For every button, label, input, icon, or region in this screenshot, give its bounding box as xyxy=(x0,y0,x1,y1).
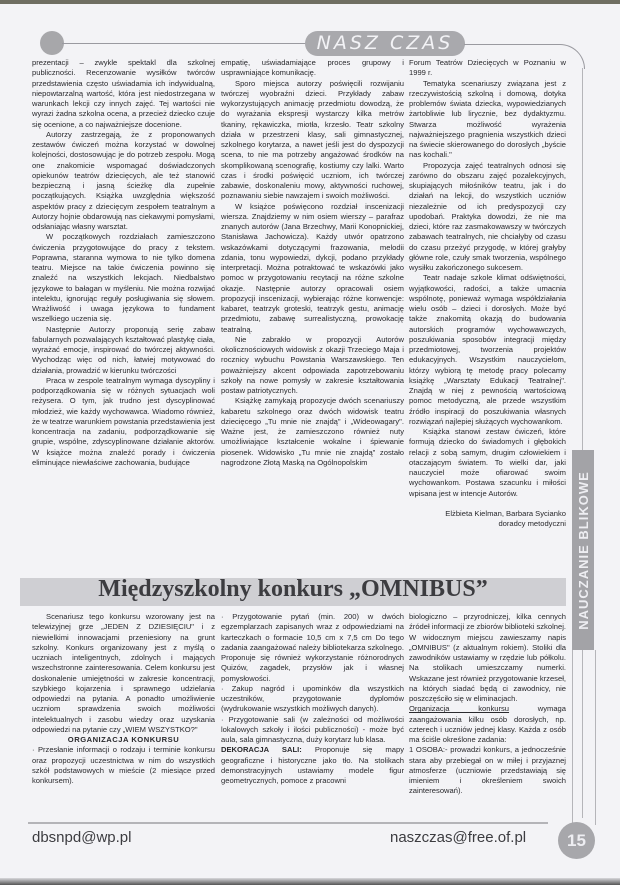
magazine-title-badge: NASZ CZAS xyxy=(305,31,465,56)
review-paragraph: Sporo miejsca autorzy poświęcili rozwijaniu twórczej wyobraźni dzieci. Przykłady zabaw wykorzystujących animację przedmiotu dowodzą, że do wyrażania ekspresji wystarczy kilka metrów tkaniny, rękawiczka, miotła, krzesło. Teatr szkolny działa w przestrzeni klasy, sali gimnastycznej, szkolnego korytarza, a nawet jeśli jest do dyspozycji scena, to nie ma potrzeby angażować środków na skomplikowaną scenografię, kostiumy czy lalki. Warto czas i środki poświęcić uczniom, ich twórczej zabawie, doskonaleniu mowy, aktywności ruchowej, poznawaniu siebie nawzajem i swoich możliwości. xyxy=(221,78,404,201)
omnibus-intro: Scenariusz tego konkursu wzorowany jest na telewizyjnej grze „JEDEN Z DZIESIĘCIU" i z niewielkimi innowacjami przeniesiony na grunt szkolny. Konkurs organizowany jest z myślą o uczniach inteligentnych, zdolnych i mających wszechstronne zainteresowania. Celem konkursu jest doskonalenie umiejętności w zakresie koncentracji, szybkiego kojarzenia i sprawnego udzielania odpowiedzi na pytania. A ponadto umożliwienie uczniom sprawdzenia swoich możliwości intelektualnych i zasobu wiedzy oraz uzyskania odpowiedzi na pytanie czy „WIEM WSZYSTKO?" xyxy=(32,612,215,734)
article-title: Międzyszkolny konkurs „OMNIBUS” xyxy=(98,576,488,602)
section-tab-label xyxy=(572,450,594,650)
footer-rule xyxy=(28,822,548,824)
review-paragraph: prezentacji – zwykle spektakl dla szkolnej publiczności. Recenzowanie wysiłków twórców przedstawienia często uświadamia ich indywidualną, niepowtarzalną wartość, która jest niedostrzegana w warunkach lekcji czy innych zajęć. Tej wartości nie wyrazi żadna szkolna ocena, a przecież dziecko czuje się ocenione, a co najważniejsze docenione. xyxy=(32,58,215,129)
omnibus-column-3 xyxy=(409,612,566,797)
omnibus-paragraph xyxy=(409,704,566,745)
scan-bottom-edge xyxy=(0,878,620,885)
section-tab-text: NAUCZANIE BLIKOWE xyxy=(575,470,591,630)
decoration-text: Proponuje się mapy geograficzne i historyczne jako tło. Na stolikach demonstracyjnych ustawiamy modele figur geometrycznych, pomoce z pracowni xyxy=(221,745,404,785)
review-paragraph: Propozycja zajęć teatralnych odnosi się zarówno do obszaru zajęć pozalekcyjnych, skupiających miłośników teatru, jak i do działań na lekcji, do wszystkich uczniów niezależnie od ich predyspozycji czy upodobań. Praktyka dowodzi, że nie ma dzieci, które raz zasmakowawszy w twórczych zabawach teatralnych, nie chciałyby od czasu do czasu przeżyć przygodę, w której grałyby główne role, czuły smak tworzenia, wspólnego wysiłku zakończonego sukcesem. xyxy=(409,160,566,272)
review-paragraph: empatię, uświadamiające proces grupowy i usprawniające komunikację. xyxy=(221,58,404,78)
author-signature: Elżbieta Kielman, Barbara Sycianko xyxy=(445,508,566,518)
header-circle-ornament xyxy=(40,31,64,55)
decoration-label: DEKORACJA SALI: xyxy=(221,745,302,755)
page-number-badge: 15 xyxy=(558,822,595,859)
review-paragraph: Teatr nadaje szkole klimat odświętności, wyjątkowości, radości, a także umacnia wspólnotę, ponieważ wymaga współdziałania wielu osób – dzieci i dorosłych. Może być także znakomitą okazją do budowania autorskich programów wychowawczych, poszukiwania sposobów integracji między przedmiotowej, tworzenia projektów edukacyjnych. Wszystkim nauczycielom, którzy wybiorą tę metodę pracy polecamy książkę „Warsztaty Edukacji Teatralnej". Znajdą w niej z pewnością wartościową pomoc metodyczną, ale przede wszystkim źródło inspiracji do poszukiwania własnych rozwiązań najlepiej służących wychowankom. xyxy=(409,273,566,426)
side-rail-lower xyxy=(572,650,596,825)
organization-underlined: Organizacja konkursu xyxy=(409,704,510,714)
omnibus-paragraph: 1 OSOBA:- prowadzi konkurs, a jednocześnie stara aby przebiegał on w miłej i przyjaznej atmosferze (uczniowie przedstawiają się imieniem i określeniem swoich zainteresowań). xyxy=(409,745,566,796)
review-paragraph: Następnie Autorzy proponują serię zabaw fabularnych pozwalających kształtować plastykę ciała, wyrażać emocje, inspirować do twórczej aktywności. Wychodząc więc od nich, łatwiej motywować do działania, prowadzić w kierunku twórczości xyxy=(32,324,215,375)
review-paragraph: Tematyka scenariuszy związana jest z rzeczywistością szkolną i domową, dotyka problemów świata dziecka, wypowiedzianych żartobliwie lub lirycznie, bez dydaktyzmu. Stwarza możliwość wyrażenia najważniejszego pragnienia wszystkich dzieci na świecie skierowanego do dorosłych „byście nas kochali." xyxy=(409,78,566,160)
omnibus-item: · Przygotowanie sali (w zależności od możliwości lokalowych szkoły i ilości publiczności) - może być aula, sala gimnastyczna, duży korytarz lub klasa. xyxy=(221,714,404,744)
review-paragraph: W początkowych rozdziałach zamieszczono ćwiczenia przygotowujące do pracy z tekstem. Poprawna, staranna wymowa to nie tylko domena teatru. Miejsce na takie ćwiczenia powinno się znaleźć na wszystkich lekcjach. Niedbalstwo językowe to bałagan w myśleniu. Nie można rozwijać intelektu, ignorując reguły posługiwania się słowem. Wrażliwość i uwaga językowa to fundament wszelkiego uczenia się. xyxy=(32,232,215,324)
footer-email-left: dbsnpd@wp.pl xyxy=(32,829,132,846)
review-paragraph: Książkę zamykają propozycje dwóch scenariuszy kabaretu szkolnego oraz dwóch widowisk teatru dziecięcego „Tu mnie nie znajdą" i „Wideowagary". Ważne jest, że zamieszczono również nuty umożliwiające kształcenie wokalne i śpiewanie piosenek. Widowisko „Tu mnie nie znajdą" zostało nagrodzone Złotą Maską na Ogólnopolskim xyxy=(221,396,404,467)
review-paragraph: Nie zabrakło w propozycji Autorów okolicznościowych widowisk z okazji Trzeciego Maja i rocznicy wybuchu Powstania Warszawskiego. Ten poważniejszy akcent odpowiada zapotrzebowaniu szkoły na nowe pomysły w zakresie kształtowania postaw patriotycznych. xyxy=(221,334,404,395)
review-column-2 xyxy=(221,58,404,468)
organization-heading: ORGANIZACJA KONKURSU xyxy=(67,735,180,744)
review-column-1 xyxy=(32,58,215,468)
omnibus-item: · Przesłanie informacji o rodzaju i terminie konkursu oraz propozycji uczestnictwa w nim do wszystkich szkół podstawowych w mieście (2 miesiące przed konkursem). xyxy=(32,745,215,785)
review-column-3 xyxy=(409,58,566,529)
omnibus-column-2 xyxy=(221,612,404,786)
review-paragraph: Autorzy zastrzegają, że z proponowanych zestawów ćwiczeń można korzystać w dowolnej kolejności, dostosowując je do potrzeb zespołu. Mogą one znakomicie wspomagać doświadczonych opiekunów teatrów dziecięcych, ale też stanowić bezpieczną i jasną ścieżkę dla zupełnie początkujących. Książka uwzględnia większość aspektów pracy z dziecięcym zespołem teatralnym a Autorzy hojnie obdarowują nas ciekawymi pomysłami, odsłaniając własny warsztat. xyxy=(32,129,215,231)
organization-text: wymaga zaangażowania kilku osób dorosłych, np. czterech i uczniów jednej klasy. Każda z osób ma ściśle określone zadania: xyxy=(409,704,566,744)
footer-email-right: naszczas@free.of.pl xyxy=(390,829,527,846)
omnibus-item: · Zakup nagród i upominków dla wszystkich uczestników, przygotowanie dyplomów (wydrukowanie wszystkich możliwych danych). xyxy=(221,683,404,714)
review-paragraph: W książce poświęcono rozdział inscenizacji wiersza. Znajdziemy w nim osiem wierszy – parafraz znanych autorów (Jana Brzechwy, Marii Konopnickiej, Stanisława Jachowicza). Każdy utwór opatrzono wskazówkami dotyczącymi frazowania, melodii zdania, tonu wypowiedzi, dykcji, podano przykłady interpretacji. Można potraktować te wskazówki jako pomoc w przygotowaniu recytacji na różne szkolne okazje. Następnie autorzy opracowali osiem propozycji inscenizacji, wybierając różne konwencje: kabaret, teatrzyk groteski, teatrzyk gestu, animację przedmiotu, zabawę surrealistyczną, prowokację teatralną. xyxy=(221,201,404,334)
omnibus-column-1 xyxy=(32,612,215,786)
review-paragraph: Książka stanowi zestaw ćwiczeń, które formują dziecko do świadomych i głębokich relacji z sobą samym, drugim człowiekiem i otaczającym światem. To wielki dar, jaki nauczyciel może ofiarować swoim wychowankom. Postawa szacunku i miłości wpisana jest w intencje Autorów. xyxy=(409,427,566,498)
decoration-paragraph xyxy=(221,745,404,786)
author-role: doradcy metodyczni xyxy=(498,519,566,528)
review-paragraph: Forum Teatrów Dziecięcych w Poznaniu w 1999 r. xyxy=(409,58,566,78)
scan-top-edge xyxy=(0,0,620,4)
omnibus-paragraph: biologiczno – przyrodniczej, kilka cennych źródeł informacji ze zbiorów biblioteki szkolnej. W widocznym miejscu zawieszamy napis „OMNIBUS" (z aktualnym rokiem). Stoliki dla zawodników ustawiamy w rzędzie lub półkolu. Na stolikach umieszczamy numerki. Wskazane jest również przygotowanie krzeseł, na których siadać będą ci zawodnicy, nie poszczęściło się w eliminacjach. xyxy=(409,612,567,703)
omnibus-item: · Przygotowanie pytań (min. 200) w dwóch egzemplarzach zapisanych wraz z odpowiedziami na karteczkach o formacie 10,5 cm x 7,5 cm Do tego zadania zaangażować należy bibliotekarza szkolnego. Proponuje się również wykorzystanie różnorodnych Quizów, zagadek, przysłów jak i własnej pomysłowości. xyxy=(221,612,404,683)
review-paragraph: Praca w zespole teatralnym wymaga dyscypliny i podporządkowania się w różnych sytuacjach woli reżysera. O tym, jak trudno jest dyscyplinować młodzież, wie każdy wychowawca. Wiadomo również, że w teatrze warunkiem powstania przedstawienia jest koncentracja na zadaniu, podporządkowanie się grupie, wspólne, zdyscyplinowane działanie aktorów. W książce można znaleźć porady i ćwiczenia eliminujące niewłaściwe zachowania, budujące xyxy=(32,375,215,467)
header-rule xyxy=(62,43,312,44)
